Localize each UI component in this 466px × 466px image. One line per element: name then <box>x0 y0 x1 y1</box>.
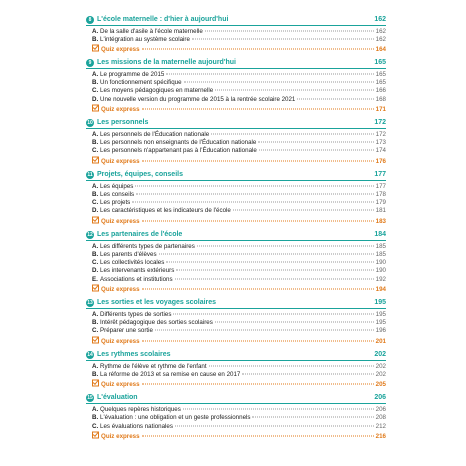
entry-page-number: 190 <box>375 259 386 267</box>
chapter-section <box>86 57 386 112</box>
dot-leader <box>233 210 374 211</box>
chapter-title: L'école maternelle : d'hier à aujourd'hui <box>97 16 229 23</box>
entry-page-number: 162 <box>375 27 386 35</box>
toc-entry[interactable] <box>86 131 386 139</box>
entry-letter: D. <box>92 95 99 103</box>
toc-entry[interactable] <box>86 371 386 379</box>
chapter-title: Les partenaires de l'école <box>97 231 183 239</box>
chapter-section <box>86 297 386 344</box>
toc-entry[interactable] <box>86 191 386 199</box>
quiz-entry[interactable] <box>86 379 386 387</box>
entry-title: Les équipes <box>100 182 134 190</box>
dot-leader <box>176 270 373 271</box>
dot-leader <box>142 109 374 110</box>
chapter-title: Projets, équipes, conseils <box>97 171 183 179</box>
chapter-title: Les rythmes scolaires <box>97 351 171 359</box>
dot-leader <box>175 278 374 279</box>
entry-title: Les personnels de l'Éducation nationale <box>100 130 210 138</box>
entry-title: La réforme de 2013 et sa remise en cause en 2017 <box>100 370 241 378</box>
entry-title: Associations et institutions <box>100 275 173 283</box>
entry-letter: B. <box>92 250 99 258</box>
entry-letter: D. <box>92 267 99 275</box>
entry-letter: A. <box>92 362 99 370</box>
entry-letter: C. <box>92 147 99 155</box>
quiz-label: Quiz express <box>101 217 140 225</box>
entry-letter: C. <box>92 199 99 207</box>
dot-leader <box>142 384 374 385</box>
entry-page-number: 190 <box>375 267 386 275</box>
quiz-label: Quiz express <box>101 106 140 114</box>
entry-letter: A. <box>92 310 99 318</box>
dot-leader <box>211 133 373 134</box>
entry-page-number: 192 <box>375 275 386 283</box>
entry-title: Intérêt pédagogique des sorties scolaires <box>100 319 213 327</box>
entry-page-number: 202 <box>375 370 386 378</box>
toc-entry[interactable] <box>86 147 386 155</box>
entry-letter: B. <box>92 414 99 422</box>
entry-title: Les moyens pédagogiques en maternelle <box>100 87 214 95</box>
entry-page-number: 179 <box>375 199 386 207</box>
chapter-title: Les personnels <box>97 119 149 127</box>
entry-title: Quelques repères historiques <box>100 405 181 413</box>
entry-page-number: 173 <box>375 139 386 147</box>
dot-leader <box>135 185 373 186</box>
quiz-page-number: 194 <box>375 286 386 294</box>
quiz-page-number: 216 <box>375 432 386 440</box>
chapter-number-badge: 15 <box>87 394 93 401</box>
entry-page-number: 185 <box>375 250 386 258</box>
toc-entry[interactable] <box>86 71 386 79</box>
dot-leader <box>259 150 374 151</box>
entry-page-number: 206 <box>375 405 386 413</box>
entry-letter: B. <box>92 79 99 87</box>
toc-entry[interactable] <box>86 139 386 147</box>
chapter-section <box>86 349 386 387</box>
toc-entry[interactable] <box>86 251 386 259</box>
chapter-heading[interactable] <box>86 349 386 361</box>
dot-leader <box>173 313 373 314</box>
chapter-heading[interactable] <box>86 14 386 26</box>
chapter-heading[interactable] <box>86 57 386 69</box>
quiz-label: Quiz express <box>101 46 140 54</box>
chapter-section <box>86 392 386 439</box>
entry-title: Une nouvelle version du programme de 2015 à la rentrée scolaire 2021 <box>100 95 296 103</box>
entry-letter: C. <box>92 327 99 335</box>
dot-leader <box>215 90 374 91</box>
chapter-heading[interactable] <box>86 117 386 129</box>
entry-letter: A. <box>92 70 99 78</box>
toc-entry[interactable] <box>86 414 386 422</box>
entry-title: L'évaluation : une obligation et un geste professionnels <box>100 414 251 422</box>
chapter-page-number: 165 <box>374 59 386 67</box>
entry-letter: A. <box>92 182 99 190</box>
toc-entry[interactable] <box>86 87 386 95</box>
dot-leader <box>142 220 374 221</box>
entry-letter: A. <box>92 405 99 413</box>
toc-entry[interactable] <box>86 79 386 87</box>
quiz-page-number: 164 <box>375 46 386 54</box>
dot-leader <box>142 49 374 50</box>
chapter-number-badge: 14 <box>87 351 93 358</box>
chapter-title: Les missions de la maternelle aujourd'hui <box>97 59 236 67</box>
chapter-page-number: 177 <box>374 171 386 179</box>
toc-entry[interactable] <box>86 259 386 267</box>
checkbox-icon <box>92 285 99 292</box>
quiz-entry[interactable] <box>86 216 386 224</box>
entry-title: Les personnels n'appartenant pas à l'Éducation nationale <box>100 147 257 155</box>
entry-title: Différents types de sorties <box>100 310 172 318</box>
quiz-label: Quiz express <box>101 157 140 165</box>
toc-entry[interactable] <box>86 327 386 335</box>
toc-entry[interactable] <box>86 406 386 414</box>
entry-title: Un fonctionnement spécifique <box>100 79 182 87</box>
chapter-title: Les sorties et les voyages scolaires <box>97 299 217 307</box>
checkbox-icon <box>92 380 99 387</box>
chapter-number-badge: 12 <box>87 231 93 238</box>
dot-leader <box>297 98 373 99</box>
chapter-section <box>86 229 386 292</box>
dot-leader <box>142 340 374 341</box>
entry-page-number: 196 <box>375 327 386 335</box>
chapter-page-number: 172 <box>374 119 386 127</box>
dot-leader <box>258 142 373 143</box>
dot-leader <box>184 82 374 83</box>
chapter-title: L'évaluation <box>97 394 138 402</box>
entry-title: Les collectivités locales <box>100 259 165 267</box>
chapter-heading[interactable] <box>86 392 386 404</box>
quiz-entry[interactable] <box>86 431 386 439</box>
entry-letter: D. <box>92 207 99 215</box>
entry-letter: A. <box>92 130 99 138</box>
chapter-number-badge: 13 <box>87 299 93 306</box>
entry-letter: C. <box>92 87 99 95</box>
chapter-number-badge: 10 <box>87 119 93 126</box>
chapter-number-badge: 8 <box>86 16 94 24</box>
dot-leader <box>142 160 374 161</box>
entry-page-number: 178 <box>375 190 386 198</box>
entry-title: Les conseils <box>100 190 135 198</box>
quiz-page-number: 183 <box>375 217 386 225</box>
entry-title: Les caractéristiques et les indicateurs de l'école <box>100 207 231 215</box>
quiz-entry[interactable] <box>86 104 386 112</box>
dot-leader <box>197 245 374 246</box>
checkbox-icon <box>92 336 99 343</box>
dot-leader <box>155 330 374 331</box>
toc-entry[interactable] <box>86 28 386 36</box>
quiz-entry[interactable] <box>86 284 386 292</box>
toc-entry[interactable] <box>86 199 386 207</box>
quiz-page-number: 176 <box>375 157 386 165</box>
dot-leader <box>215 322 374 323</box>
dot-leader <box>142 289 374 290</box>
chapter-page-number: 184 <box>374 231 386 239</box>
entry-title: Préparer une sortie <box>100 327 153 335</box>
entry-letter: C. <box>92 259 99 267</box>
quiz-label: Quiz express <box>101 381 140 389</box>
chapter-section <box>86 117 386 164</box>
entry-page-number: 174 <box>375 147 386 155</box>
dot-leader <box>183 408 374 409</box>
chapter-page-number: 195 <box>374 299 386 307</box>
toc-entry[interactable] <box>86 183 386 191</box>
entry-title: Les personnels non enseignants de l'Éducation nationale <box>100 139 257 147</box>
dot-leader <box>166 262 373 263</box>
chapter-page-number: 206 <box>374 394 386 402</box>
entry-page-number: 162 <box>375 35 386 43</box>
dot-leader <box>132 202 373 203</box>
checkbox-icon <box>92 156 99 163</box>
entry-letter: B. <box>92 370 99 378</box>
entry-letter: A. <box>92 27 99 35</box>
quiz-page-number: 205 <box>375 381 386 389</box>
entry-page-number: 165 <box>375 70 386 78</box>
entry-letter: B. <box>92 190 99 198</box>
toc-entry[interactable] <box>86 276 386 284</box>
entry-title: Les évaluations nationales <box>100 422 173 430</box>
checkbox-icon <box>92 431 99 438</box>
dot-leader <box>142 435 374 436</box>
entry-letter: C. <box>92 422 99 430</box>
dot-leader <box>159 253 374 254</box>
entry-page-number: 195 <box>375 310 386 318</box>
dot-leader <box>242 373 373 374</box>
dot-leader <box>209 365 374 366</box>
table-of-contents <box>86 14 386 444</box>
toc-entry[interactable] <box>86 96 386 104</box>
entry-page-number: 195 <box>375 319 386 327</box>
quiz-page-number: 171 <box>375 106 386 114</box>
chapter-heading[interactable] <box>86 297 386 309</box>
entry-letter: B. <box>92 35 99 43</box>
entry-title: L'intégration au système scolaire <box>100 35 190 43</box>
toc-entry[interactable] <box>86 207 386 215</box>
checkbox-icon <box>92 105 99 112</box>
dot-leader <box>252 417 373 418</box>
dot-leader <box>136 193 374 194</box>
quiz-entry[interactable] <box>86 156 386 164</box>
quiz-label: Quiz express <box>101 432 140 440</box>
entry-letter: E. <box>92 275 98 283</box>
quiz-page-number: 201 <box>375 337 386 345</box>
chapter-heading[interactable] <box>86 229 386 241</box>
quiz-entry[interactable] <box>86 44 386 52</box>
dot-leader <box>175 425 374 426</box>
quiz-label: Quiz express <box>101 286 140 294</box>
toc-entry[interactable] <box>86 319 386 327</box>
entry-page-number: 177 <box>375 182 386 190</box>
entry-title: Rythme de l'élève et rythme de l'enfant <box>100 362 207 370</box>
entry-letter: A. <box>92 242 99 250</box>
entry-page-number: 165 <box>375 79 386 87</box>
entry-title: Les intervenants extérieurs <box>100 267 175 275</box>
entry-page-number: 168 <box>375 95 386 103</box>
toc-entry[interactable] <box>86 243 386 251</box>
chapter-number-badge: 9 <box>86 59 94 67</box>
entry-title: Les différents types de partenaires <box>100 242 195 250</box>
checkbox-icon <box>92 216 99 223</box>
toc-entry[interactable] <box>86 311 386 319</box>
checkbox-icon <box>92 45 99 52</box>
chapter-page-number: 202 <box>374 351 386 359</box>
dot-leader <box>192 38 374 39</box>
entry-letter: B. <box>92 319 99 327</box>
dot-leader <box>205 30 374 31</box>
entry-title: Les projets <box>100 199 131 207</box>
quiz-entry[interactable] <box>86 336 386 344</box>
chapter-section <box>86 169 386 224</box>
entry-page-number: 208 <box>375 414 386 422</box>
entry-page-number: 172 <box>375 130 386 138</box>
toc-entry[interactable] <box>86 36 386 44</box>
quiz-label: Quiz express <box>101 337 140 345</box>
toc-entry[interactable] <box>86 267 386 275</box>
entry-title: Les parents d'élèves <box>100 250 157 258</box>
entry-title: De la salle d'asile à l'école maternelle <box>100 27 203 35</box>
entry-page-number: 212 <box>375 422 386 430</box>
entry-page-number: 202 <box>375 362 386 370</box>
chapter-heading[interactable] <box>86 169 386 181</box>
entry-title: Le programme de 2015 <box>100 70 165 78</box>
toc-entry[interactable] <box>86 363 386 371</box>
entry-page-number: 181 <box>375 207 386 215</box>
toc-entry[interactable] <box>86 423 386 431</box>
chapter-section <box>86 14 386 52</box>
entry-page-number: 166 <box>375 87 386 95</box>
chapter-page-number: 162 <box>374 16 386 23</box>
entry-letter: B. <box>92 139 99 147</box>
chapter-number-badge: 11 <box>87 171 93 178</box>
dot-leader <box>166 73 373 74</box>
entry-page-number: 185 <box>375 242 386 250</box>
